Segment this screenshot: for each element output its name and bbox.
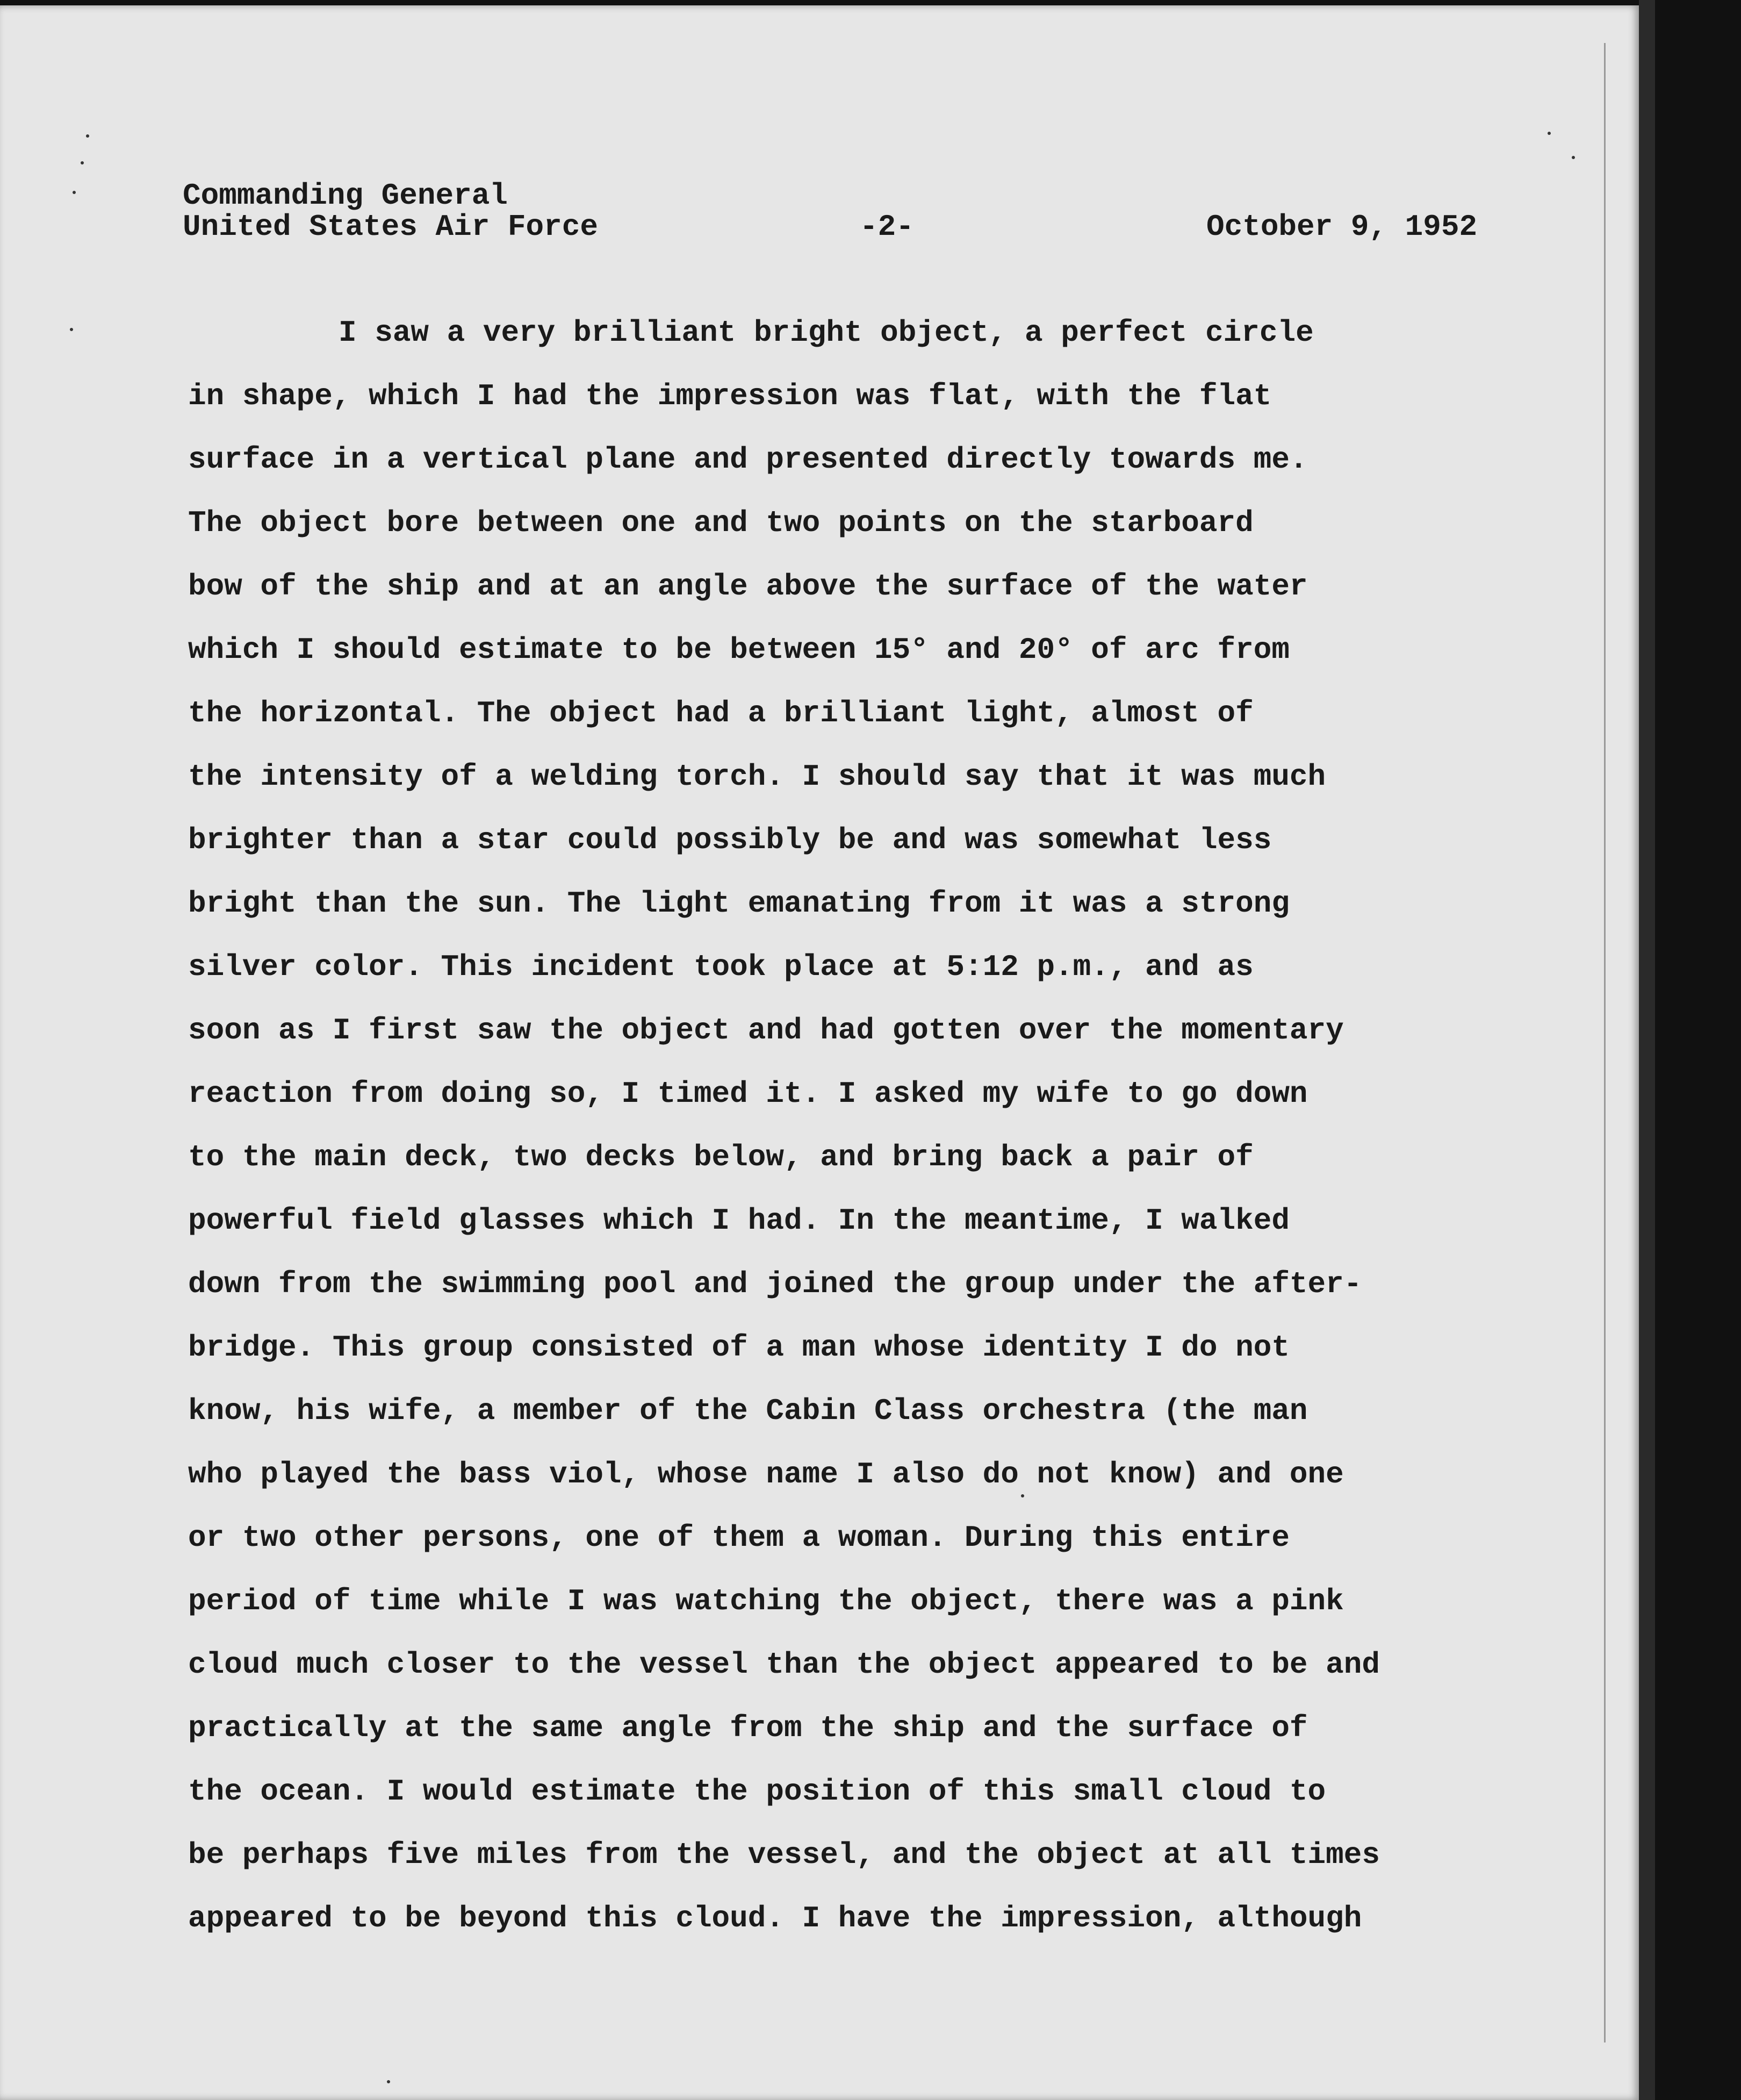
body-line: down from the swimming pool and joined the group under the after- xyxy=(188,1267,1362,1301)
body-line: be perhaps five miles from the vessel, and the object at all times xyxy=(188,1838,1380,1872)
body-line: surface in a vertical plane and presented directly towards me. xyxy=(188,442,1308,477)
body-line: appeared to be beyond this cloud. I have the impression, although xyxy=(188,1901,1362,1936)
scan-speck xyxy=(73,191,76,194)
body-line: brighter than a star could possibly be and was somewhat less xyxy=(188,823,1272,857)
body-line: or two other persons, one of them a woman. During this entire xyxy=(188,1521,1290,1555)
body-line: the intensity of a welding torch. I should say that it was much xyxy=(188,759,1326,794)
letter-date: October 9, 1952 xyxy=(1206,210,1478,244)
body-line: period of time while I was watching the object, there was a pink xyxy=(188,1584,1344,1618)
body-line: bright than the sun. The light emanating from it was a strong xyxy=(188,886,1290,921)
page-edge-shadow xyxy=(1639,0,1655,2100)
page-number: -2- xyxy=(860,210,914,244)
body-line: The object bore between one and two points on the starboard xyxy=(188,506,1254,540)
body-line: silver color. This incident took place at 5:12 p.m., and as xyxy=(188,950,1254,984)
scan-speck xyxy=(387,2080,390,2083)
body-line: powerful field glasses which I had. In the meantime, I walked xyxy=(188,1203,1290,1238)
scan-speck xyxy=(70,328,73,331)
body-line: in shape, which I had the impression was flat, with the flat xyxy=(188,379,1272,413)
scan-speck xyxy=(81,161,84,164)
addressee-line-2: United States Air Force xyxy=(183,210,598,244)
body-line: practically at the same angle from the ship and the surface of xyxy=(188,1711,1308,1745)
body-line: know, his wife, a member of the Cabin Class orchestra (the man xyxy=(188,1394,1308,1428)
body-line: who played the bass viol, whose name I also do not know) and one xyxy=(188,1457,1344,1492)
body-line: the ocean. I would estimate the position of this small cloud to xyxy=(188,1774,1326,1809)
body-line: to the main deck, two decks below, and bring back a pair of xyxy=(188,1140,1254,1174)
body-line: reaction from doing so, I timed it. I asked my wife to go down xyxy=(188,1077,1308,1111)
scan-speck xyxy=(1572,156,1575,159)
scan-speck xyxy=(1548,132,1551,135)
body-line: cloud much closer to the vessel than the object appeared to be and xyxy=(188,1647,1380,1682)
body-line: which I should estimate to be between 15° and 20° of arc from xyxy=(188,633,1290,667)
scan-speck xyxy=(1021,1494,1024,1497)
body-line: bow of the ship and at an angle above the surface of the water xyxy=(188,569,1308,604)
addressee-line-1: Commanding General xyxy=(183,178,508,213)
body-line: I saw a very brilliant bright object, a perfect circle xyxy=(339,316,1314,350)
letter-body xyxy=(188,301,1488,1950)
margin-rule xyxy=(1604,43,1606,2042)
body-line: bridge. This group consisted of a man whose identity I do not xyxy=(188,1330,1290,1365)
scan-speck xyxy=(86,134,89,138)
body-line: the horizontal. The object had a brilliant light, almost of xyxy=(188,696,1254,730)
body-line: soon as I first saw the object and had gotten over the momentary xyxy=(188,1013,1344,1048)
